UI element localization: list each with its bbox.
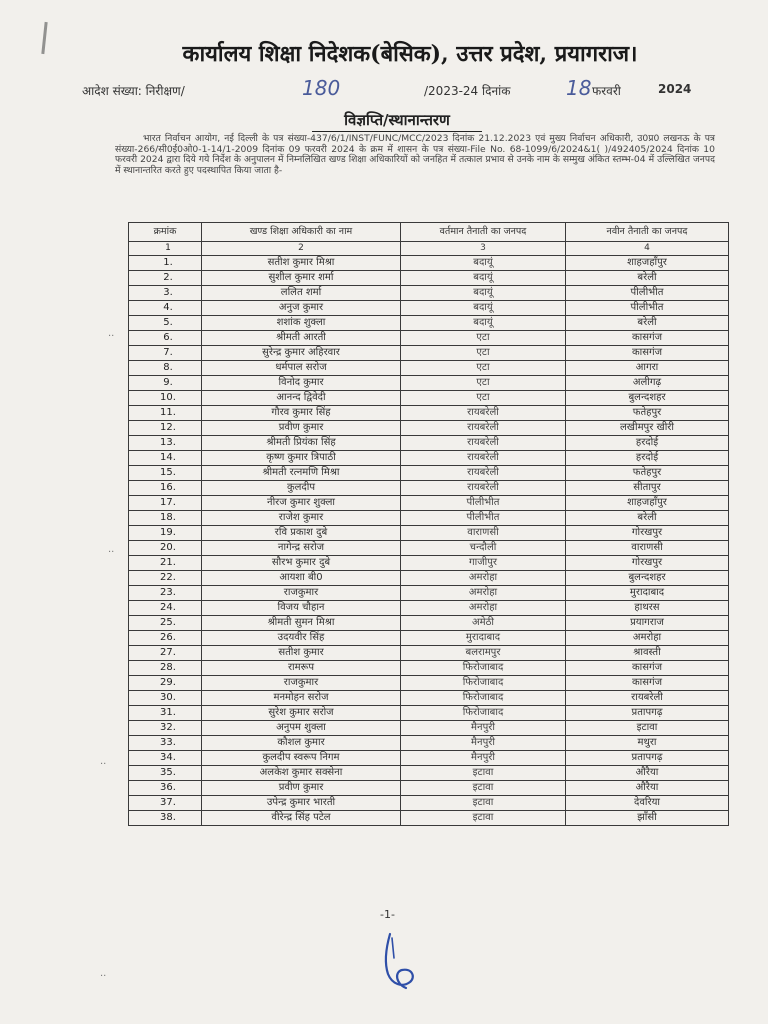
serial-number: 33. — [129, 736, 202, 751]
new-district: सीतापुर — [566, 481, 729, 496]
serial-number: 31. — [129, 706, 202, 721]
officer-name: श्रीमती सुमन मिश्रा — [202, 616, 401, 631]
serial-number: 7. — [129, 346, 202, 361]
new-district: कासगंज — [566, 661, 729, 676]
serial-number: 10. — [129, 391, 202, 406]
serial-number: 2. — [129, 271, 202, 286]
table-row — [129, 526, 729, 541]
serial-number: 27. — [129, 646, 202, 661]
serial-number: 28. — [129, 661, 202, 676]
serial-number: 20. — [129, 541, 202, 556]
table-row — [129, 271, 729, 286]
officer-name: अनुज कुमार — [202, 301, 401, 316]
officer-name: रवि प्रकाश दुबे — [202, 526, 401, 541]
serial-number: 6. — [129, 331, 202, 346]
current-district: बदायूं — [401, 286, 566, 301]
serial-number: 32. — [129, 721, 202, 736]
officer-name: शशांक शुक्ला — [202, 316, 401, 331]
order-number: 180 — [302, 76, 341, 100]
column-number: 2 — [202, 242, 401, 256]
table-header-row — [129, 223, 729, 242]
table-row — [129, 421, 729, 436]
current-district: पीलीभीत — [401, 496, 566, 511]
serial-number: 26. — [129, 631, 202, 646]
serial-number: 1. — [129, 256, 202, 271]
officer-name: राजकुमार — [202, 586, 401, 601]
date-year: 2024 — [658, 82, 692, 96]
serial-number: 29. — [129, 676, 202, 691]
serial-number: 8. — [129, 361, 202, 376]
current-district: रायबरेली — [401, 451, 566, 466]
current-district: फिरोजाबाद — [401, 676, 566, 691]
table-row — [129, 406, 729, 421]
officer-name: गौरव कुमार सिंह — [202, 406, 401, 421]
body-paragraph: भारत निर्वाचन आयोग, नई दिल्ली के पत्र संख्या-437/6/1/INST/FUNC/MCC/2023 दिनांक 21.12.2023 एवं मुख्य निर्वाचन अधिकारी, उ0प्र0 लखनऊ के पत्र संख्या-266/सी0ई0ओ0-1-14/1-2009 दिनांक 09 फरवरी 2024 के क्रम में शासन के पत्र संख्या-File No. 68-1099/6/2024&1( )/492405/2024 दिनांक 10 फरवरी 2024 द्वारा दिये गये निर्देश के अनुपालन में निम्नलिखित खण्ड शिक्षा अधिकारियों को जनहित में तत्काल प्रभाव से उनके नाम के सम्मुख अंकित स्तम्भ-04 में उल्लिखित जनपद में स्थानान्तरित करते हुए पदस्थापित किया जाता है- — [115, 133, 715, 176]
current-district: एटा — [401, 346, 566, 361]
officer-name: मनमोहन सरोज — [202, 691, 401, 706]
officer-name: प्रवीण कुमार — [202, 421, 401, 436]
new-district: झाँसी — [566, 811, 729, 826]
new-district: कासगंज — [566, 346, 729, 361]
new-district: फतेहपुर — [566, 406, 729, 421]
officer-name: सतीश कुमार मिश्रा — [202, 256, 401, 271]
current-district: वाराणसी — [401, 526, 566, 541]
table-row — [129, 286, 729, 301]
current-district: इटावा — [401, 796, 566, 811]
margin-mark: .. — [100, 968, 107, 979]
current-district: बदायूं — [401, 271, 566, 286]
officer-name: राजेश कुमार — [202, 511, 401, 526]
current-district: रायबरेली — [401, 406, 566, 421]
current-district: इटावा — [401, 766, 566, 781]
table-row — [129, 331, 729, 346]
new-district: फतेहपुर — [566, 466, 729, 481]
new-district: इटावा — [566, 721, 729, 736]
header-current-district: वर्तमान तैनाती का जनपद — [401, 223, 566, 242]
table-row — [129, 361, 729, 376]
current-district: रायबरेली — [401, 421, 566, 436]
table-row — [129, 496, 729, 511]
current-district: फिरोजाबाद — [401, 691, 566, 706]
transfer-table — [128, 222, 729, 826]
table-row — [129, 481, 729, 496]
table-row — [129, 661, 729, 676]
officer-name: अलकेश कुमार सक्सेना — [202, 766, 401, 781]
signature-image — [372, 928, 432, 998]
table-row — [129, 391, 729, 406]
current-district: अमेठी — [401, 616, 566, 631]
serial-number: 19. — [129, 526, 202, 541]
officer-name: सुशील कुमार शर्मा — [202, 271, 401, 286]
pen-mark — [41, 22, 47, 54]
new-district: औरैया — [566, 766, 729, 781]
current-district: अमरोहा — [401, 586, 566, 601]
order-label: आदेश संख्या: निरीक्षण/ — [82, 84, 185, 98]
new-district: बुलन्दशहर — [566, 391, 729, 406]
officer-name: रामरूप — [202, 661, 401, 676]
current-district: मैनपुरी — [401, 751, 566, 766]
current-district: एटा — [401, 361, 566, 376]
table-row — [129, 541, 729, 556]
header-serial: क्रमांक — [129, 223, 202, 242]
officer-name: कुलदीप — [202, 481, 401, 496]
new-district: अमरोहा — [566, 631, 729, 646]
new-district: प्रयागराज — [566, 616, 729, 631]
new-district: हरदोई — [566, 451, 729, 466]
table-row — [129, 586, 729, 601]
current-district: पीलीभीत — [401, 511, 566, 526]
serial-number: 3. — [129, 286, 202, 301]
serial-number: 38. — [129, 811, 202, 826]
current-district: चन्दौली — [401, 541, 566, 556]
current-district: एटा — [401, 376, 566, 391]
new-district: गोरखपुर — [566, 526, 729, 541]
table-body — [129, 256, 729, 826]
new-district: मथुरा — [566, 736, 729, 751]
current-district: बदायूं — [401, 316, 566, 331]
officer-name: श्रीमती रत्नमणि मिश्रा — [202, 466, 401, 481]
officer-name: राजकुमार — [202, 676, 401, 691]
new-district: औरैया — [566, 781, 729, 796]
new-district: कासगंज — [566, 331, 729, 346]
current-district: गाजीपुर — [401, 556, 566, 571]
new-district: कासगंज — [566, 676, 729, 691]
new-district: मुरादाबाद — [566, 586, 729, 601]
serial-number: 36. — [129, 781, 202, 796]
current-district: मुरादाबाद — [401, 631, 566, 646]
table-row — [129, 346, 729, 361]
officer-name: अनुपम शुक्ला — [202, 721, 401, 736]
officer-name: श्रीमती प्रियंका सिंह — [202, 436, 401, 451]
margin-mark: .. — [100, 756, 107, 767]
officer-name: उदयवीर सिंह — [202, 631, 401, 646]
officer-name: कौशल कुमार — [202, 736, 401, 751]
serial-number: 17. — [129, 496, 202, 511]
table-row — [129, 511, 729, 526]
order-year: /2023-24 दिनांक — [424, 84, 511, 98]
table-row — [129, 451, 729, 466]
new-district: प्रतापगढ़ — [566, 706, 729, 721]
new-district: आगरा — [566, 361, 729, 376]
new-district: बरेली — [566, 271, 729, 286]
officer-name: सतीश कुमार — [202, 646, 401, 661]
current-district: मैनपुरी — [401, 721, 566, 736]
serial-number: 21. — [129, 556, 202, 571]
officer-name: वीरेन्द्र सिंह पटेल — [202, 811, 401, 826]
officer-name: विनोद कुमार — [202, 376, 401, 391]
officer-name: सुरेन्द्र कुमार अहिरवार — [202, 346, 401, 361]
officer-name: नागेन्द्र सरोज — [202, 541, 401, 556]
serial-number: 30. — [129, 691, 202, 706]
margin-mark: .. — [108, 328, 115, 339]
serial-number: 15. — [129, 466, 202, 481]
current-district: बलरामपुर — [401, 646, 566, 661]
serial-number: 37. — [129, 796, 202, 811]
officer-name: सुरेश कुमार सरोज — [202, 706, 401, 721]
table-row — [129, 466, 729, 481]
column-number: 3 — [401, 242, 566, 256]
officer-name: ललित शर्मा — [202, 286, 401, 301]
table-row — [129, 796, 729, 811]
serial-number: 5. — [129, 316, 202, 331]
officer-name: कृष्ण कुमार त्रिपाठी — [202, 451, 401, 466]
table-row — [129, 691, 729, 706]
new-district: बरेली — [566, 316, 729, 331]
serial-number: 9. — [129, 376, 202, 391]
current-district: मैनपुरी — [401, 736, 566, 751]
date-month: फरवरी — [592, 84, 621, 98]
table-row — [129, 736, 729, 751]
current-district: रायबरेली — [401, 466, 566, 481]
officer-name: नीरज कुमार शुक्ला — [202, 496, 401, 511]
officer-name: कुलदीप स्वरूप निगम — [202, 751, 401, 766]
table-row — [129, 721, 729, 736]
current-district: रायबरेली — [401, 481, 566, 496]
current-district: फिरोजाबाद — [401, 661, 566, 676]
date-day: 18 — [566, 76, 592, 100]
new-district: पीलीभीत — [566, 301, 729, 316]
new-district: बरेली — [566, 511, 729, 526]
header-officer-name: खण्ड शिक्षा अधिकारी का नाम — [202, 223, 401, 242]
current-district: रायबरेली — [401, 436, 566, 451]
new-district: पीलीभीत — [566, 286, 729, 301]
new-district: हरदोई — [566, 436, 729, 451]
serial-number: 18. — [129, 511, 202, 526]
order-line — [82, 78, 722, 102]
new-district: देवरिया — [566, 796, 729, 811]
table-row — [129, 676, 729, 691]
table-row — [129, 601, 729, 616]
serial-number: 16. — [129, 481, 202, 496]
column-number: 4 — [566, 242, 729, 256]
serial-number: 23. — [129, 586, 202, 601]
table-row — [129, 316, 729, 331]
serial-number: 35. — [129, 766, 202, 781]
serial-number: 25. — [129, 616, 202, 631]
new-district: शाहजहाँपुर — [566, 496, 729, 511]
table-row — [129, 811, 729, 826]
new-district: गोरखपुर — [566, 556, 729, 571]
current-district: बदायूं — [401, 301, 566, 316]
serial-number: 34. — [129, 751, 202, 766]
new-district: लखीमपुर खीरी — [566, 421, 729, 436]
table-row — [129, 706, 729, 721]
officer-name: सौरभ कुमार दुबे — [202, 556, 401, 571]
header-new-district: नवीन तैनाती का जनपद — [566, 223, 729, 242]
page-number: -1- — [380, 908, 395, 921]
new-district: हाथरस — [566, 601, 729, 616]
notice-title: विज्ञप्ति/स्थानान्तरण — [312, 110, 482, 132]
officer-name: आनन्द द्विवेदी — [202, 391, 401, 406]
current-district: इटावा — [401, 781, 566, 796]
new-district: बुलन्दशहर — [566, 571, 729, 586]
table-row — [129, 646, 729, 661]
officer-name: आयशा बी0 — [202, 571, 401, 586]
officer-name: उपेन्द्र कुमार भारती — [202, 796, 401, 811]
table-row — [129, 376, 729, 391]
new-district: वाराणसी — [566, 541, 729, 556]
serial-number: 14. — [129, 451, 202, 466]
current-district: अमरोहा — [401, 601, 566, 616]
column-number-row — [129, 242, 729, 256]
new-district: प्रतापगढ़ — [566, 751, 729, 766]
current-district: एटा — [401, 331, 566, 346]
officer-name: विजय चौहान — [202, 601, 401, 616]
table-row — [129, 256, 729, 271]
office-title: कार्यालय शिक्षा निदेशक(बेसिक), उत्तर प्रदेश, प्रयागराज। — [182, 41, 638, 67]
serial-number: 13. — [129, 436, 202, 451]
current-district: एटा — [401, 391, 566, 406]
table-row — [129, 556, 729, 571]
table-row — [129, 571, 729, 586]
current-district: फिरोजाबाद — [401, 706, 566, 721]
table-row — [129, 301, 729, 316]
serial-number: 24. — [129, 601, 202, 616]
current-district: इटावा — [401, 811, 566, 826]
table-row — [129, 616, 729, 631]
officer-name: धर्मपाल सरोज — [202, 361, 401, 376]
margin-mark: .. — [108, 544, 115, 555]
new-district: रायबरेली — [566, 691, 729, 706]
new-district: अलीगढ़ — [566, 376, 729, 391]
serial-number: 22. — [129, 571, 202, 586]
serial-number: 12. — [129, 421, 202, 436]
table-row — [129, 436, 729, 451]
table-row — [129, 781, 729, 796]
current-district: बदायूं — [401, 256, 566, 271]
table-row — [129, 766, 729, 781]
officer-name: प्रवीण कुमार — [202, 781, 401, 796]
serial-number: 11. — [129, 406, 202, 421]
serial-number: 4. — [129, 301, 202, 316]
column-number: 1 — [129, 242, 202, 256]
table-row — [129, 751, 729, 766]
new-district: श्रावस्ती — [566, 646, 729, 661]
new-district: शाहजहाँपुर — [566, 256, 729, 271]
current-district: अमरोहा — [401, 571, 566, 586]
officer-name: श्रीमती आरती — [202, 331, 401, 346]
table-row — [129, 631, 729, 646]
